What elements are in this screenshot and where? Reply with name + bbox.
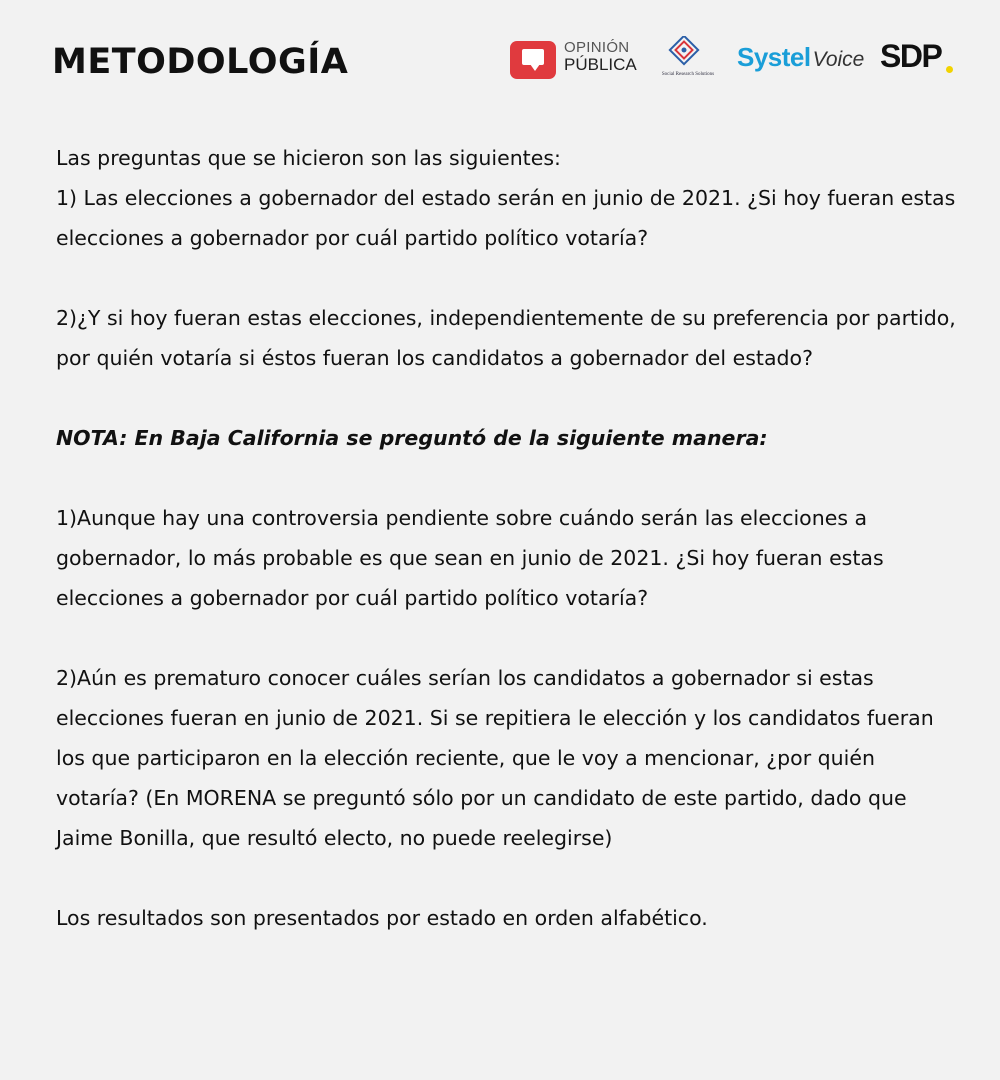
closing-paragraph: Los resultados son presentados por estado en orden alfabético. — [56, 906, 708, 930]
sdp-logo: SDP — [880, 38, 942, 74]
systel-voice-logo — [737, 42, 864, 73]
speech-bubble-icon — [510, 41, 556, 79]
opinion-publica-logo — [564, 39, 637, 73]
baja-california-note: NOTA: En Baja California se preguntó de la siguiente manera: — [56, 426, 768, 450]
question-2: 2)¿Y si hoy fueran estas elecciones, independientemente de su preferencia por partido, por quién votaría si éstos fueran los candidatos a gobernador del estado? — [56, 306, 956, 370]
systel-wordmark: Systel — [737, 42, 811, 72]
voice-wordmark: Voice — [812, 48, 865, 71]
methodology-text — [56, 138, 956, 938]
opinion-logo-line2: PÚBLICA — [564, 55, 637, 74]
opinion-logo-line1: OPINIÓN — [564, 39, 630, 56]
question-1: 1) Las elecciones a gobernador del estado serán en junio de 2021. ¿Si hoy fueran estas elecciones a gobernador por cuál partido político votaría? — [56, 186, 956, 250]
page-title: METODOLOGÍA — [52, 42, 349, 82]
sponsor-logos — [510, 36, 960, 86]
intro-paragraph: Las preguntas que se hicieron son las siguientes: — [56, 146, 561, 170]
bc-question-2: 2)Aún es prematuro conocer cuáles serían los candidatos a gobernador si estas elecciones fueran en junio de 2021. Si se repitiera le elección y los candidatos fueran los que participaron en la elección reciente, que le voy a mencionar, ¿por quién votaría? (En MORENA se preguntó sólo por un candidato de este partido, dado que Jaime Bonilla, que resultó electo, no puede reelegirse) — [56, 666, 934, 850]
srs-caption: Social Research Solutions — [661, 72, 715, 77]
social-research-solutions-logo — [656, 36, 716, 82]
sdp-dot-icon — [946, 66, 953, 73]
bc-question-1: 1)Aunque hay una controversia pendiente sobre cuándo serán las elecciones a gobernador, lo más probable es que sean en junio de 2021. ¿Si hoy fueran estas elecciones a gobernador por cuál partido político votaría? — [56, 506, 884, 610]
srs-emblem-icon — [656, 36, 716, 72]
